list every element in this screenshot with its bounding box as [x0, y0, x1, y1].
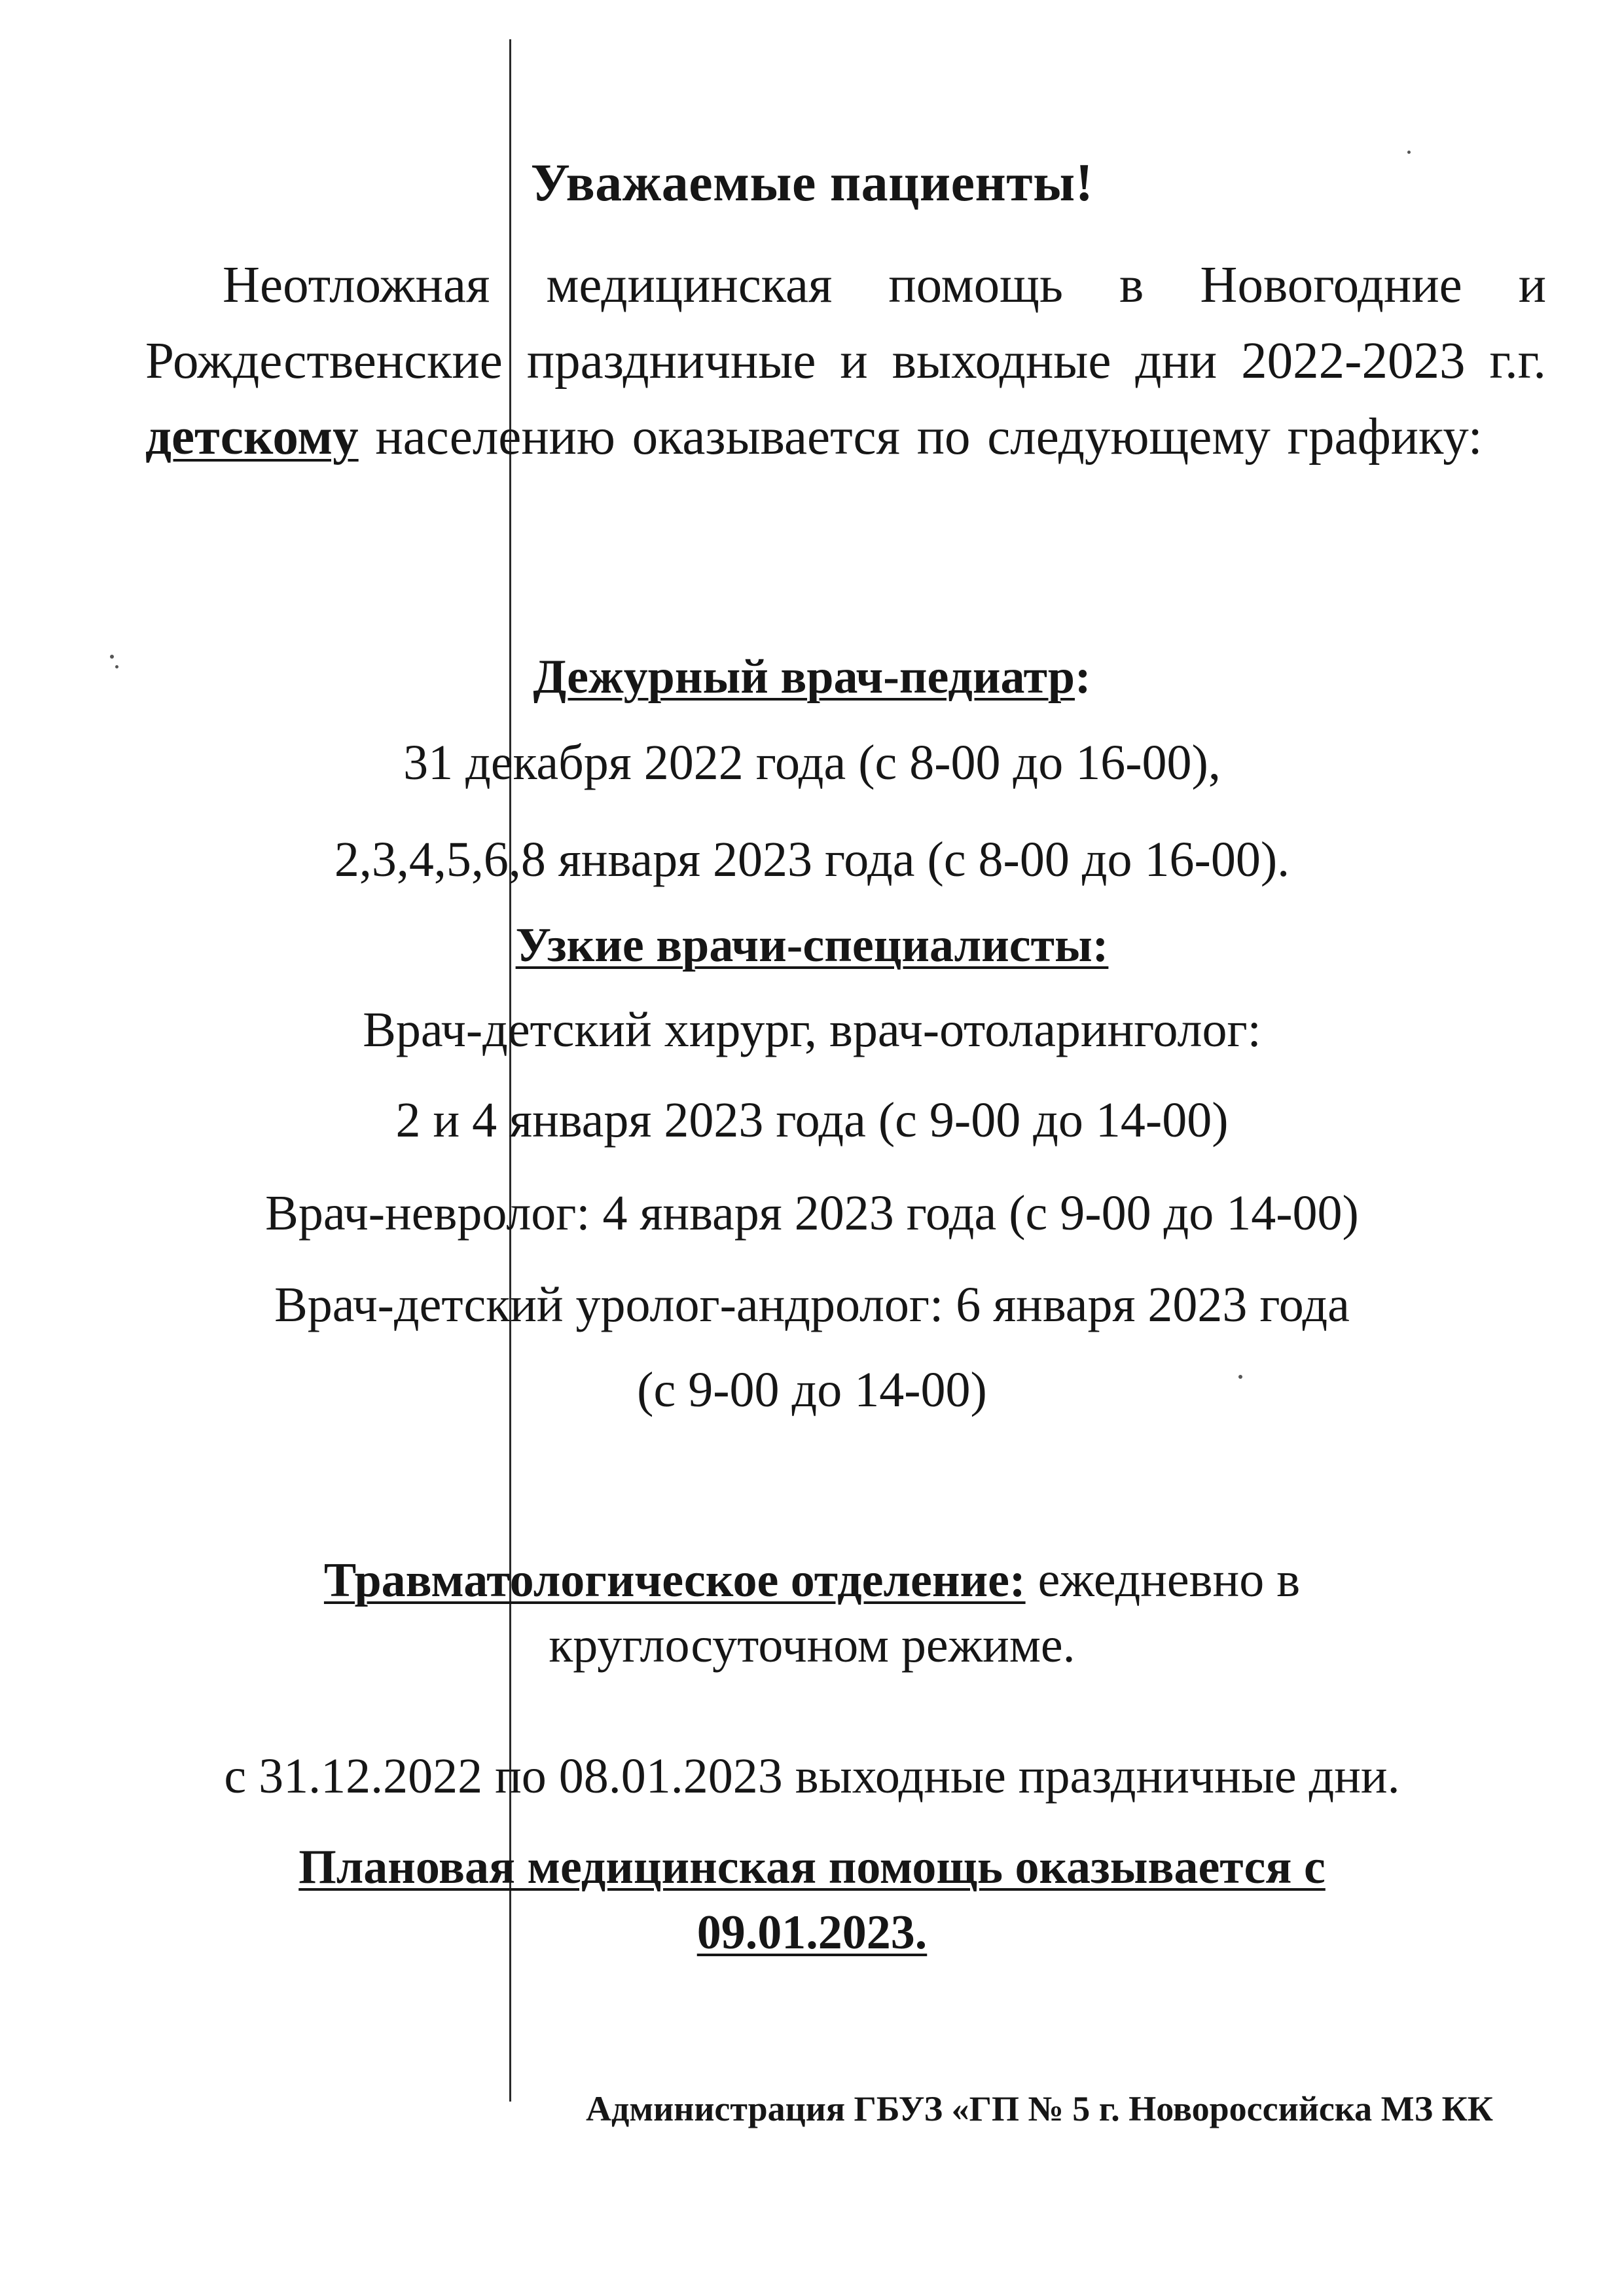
scan-speck — [115, 665, 118, 668]
planned-care-line-1: Плановая медицинская помощь оказывается с — [298, 1840, 1326, 1894]
specialists-heading: Узкие врачи-специалисты: — [515, 919, 1109, 972]
urologist-line: Врач-детский уролог-андролог: 6 января 2023 года — [274, 1277, 1350, 1332]
scan-speck — [1238, 1375, 1242, 1379]
pediatrician-schedule-line-1: 31 декабря 2022 года (с 8-00 до 16-00), — [403, 735, 1221, 790]
surgeon-ent-line: Врач-детский хирург, врач-отоларинголог: — [363, 1002, 1261, 1057]
pediatrician-heading-colon: : — [1074, 650, 1091, 704]
signature: Администрация ГБУЗ «ГП № 5 г. Новороссийска МЗ КК — [586, 2089, 1493, 2128]
planned-care-line-2: 09.01.2023. — [696, 1906, 928, 1959]
intro-text-end: населению оказывается по следующему графику: — [375, 409, 1483, 465]
intro-emphasis: детскому — [145, 409, 359, 465]
specialists-heading-line — [0, 917, 1624, 974]
intro-paragraph — [145, 247, 1546, 475]
pediatrician-schedule-line-2: 2,3,4,5,6,8 января 2023 года (с 8-00 до 16-00). — [334, 832, 1290, 887]
surgeon-ent-dates-line: 2 и 4 января 2023 года (с 9-00 до 14-00) — [395, 1093, 1229, 1148]
page-title: Уважаемые пациенты! — [530, 153, 1094, 212]
trauma-heading: Травматологическое отделение: — [323, 1554, 1026, 1607]
urologist-hours-line: (с 9-00 до 14-00) — [637, 1362, 987, 1417]
scan-speck — [110, 655, 114, 659]
holidays-line: с 31.12.2022 по 08.01.2023 выходные праздничные дни. — [224, 1749, 1400, 1804]
trauma-text-start: ежедневно в — [1025, 1552, 1301, 1607]
pediatrician-heading-line — [0, 648, 1624, 705]
trauma-line-1 — [0, 1552, 1624, 1609]
trauma-line-2: круглосуточном режиме. — [549, 1618, 1075, 1673]
scan-speck — [1407, 151, 1411, 154]
neurologist-line: Врач-невролог: 4 января 2023 года (с 9-00 до 14-00) — [265, 1186, 1359, 1241]
intro-text-start: Неотложная медицинская помощь в Новогодние и Рождественские праздничные и выходные дни 2022-2023 г.г. — [145, 257, 1546, 390]
pediatrician-heading: Дежурный врач-педиатр — [533, 650, 1075, 704]
